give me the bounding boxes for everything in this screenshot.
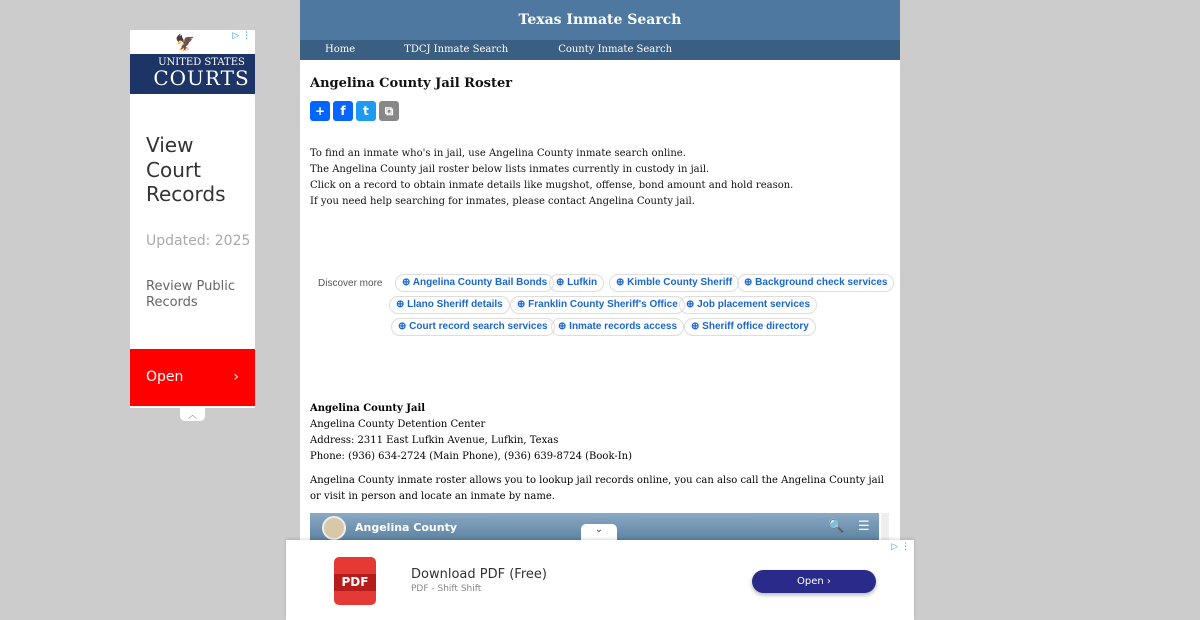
county-seal-icon: [322, 516, 346, 540]
chip[interactable]: ⊕ Angelina County Bail Bonds: [395, 274, 554, 292]
ad-title: View Court Records: [146, 133, 226, 206]
nav-home[interactable]: Home: [325, 44, 356, 55]
left-ad[interactable]: [130, 30, 255, 408]
chip[interactable]: ⊕ Sheriff office directory: [684, 318, 816, 336]
chip[interactable]: ⊕ Kimble County Sheriff: [609, 274, 739, 292]
jail-address: Address: 2311 East Lufkin Avenue, Lufkin, Texas: [310, 435, 559, 446]
facebook-icon[interactable]: f: [333, 101, 353, 121]
chip[interactable]: ⊕ Lufkin: [549, 274, 604, 292]
ad-open-button[interactable]: Open ›: [752, 570, 876, 593]
nav-bar: [300, 40, 900, 60]
ad-subtitle: PDF - Shift Shift: [411, 584, 482, 594]
site-title: Texas Inmate Search: [300, 0, 900, 40]
embed-title: Angelina County: [355, 521, 458, 534]
chip[interactable]: ⊕ Franklin County Sheriff's Office: [510, 296, 685, 314]
jail-info: [310, 401, 632, 465]
share-icon[interactable]: +: [310, 101, 330, 121]
chip[interactable]: ⊕ Job placement services: [679, 296, 817, 314]
menu-icon[interactable]: ☰: [858, 519, 870, 534]
ad-open-button[interactable]: [130, 349, 255, 406]
intro-line: The Angelina County jail roster below lists inmates currently in custody in jail.: [310, 164, 710, 175]
jail-phone: Phone: (936) 634-2724 (Main Phone), (936) 639-8724 (Book-In): [310, 451, 632, 462]
eagle-icon: 🦅: [175, 33, 195, 52]
intro-line: Click on a record to obtain inmate details like mugshot, offense, bond amount and hold reason.: [310, 180, 794, 191]
intro-line: If you need help searching for inmates, please contact Angelina County jail.: [310, 196, 695, 207]
copy-link-icon[interactable]: ⧉: [379, 101, 399, 121]
pdf-icon: PDF: [334, 557, 376, 605]
discover-label: Discover more: [318, 278, 383, 289]
twitter-icon[interactable]: t: [356, 101, 376, 121]
jail-name: Angelina County Jail: [310, 403, 426, 414]
share-buttons: [310, 101, 890, 121]
intro-text: [310, 146, 890, 210]
bottom-ad[interactable]: [286, 540, 914, 620]
ad-updated: Updated: 2025: [146, 233, 251, 249]
jail-facility: Angelina County Detention Center: [310, 419, 486, 430]
page-title: Angelina County Jail Roster: [310, 76, 513, 91]
chip[interactable]: ⊕ Background check services: [737, 274, 894, 292]
chevron-right-icon: ›: [233, 369, 239, 385]
intro-line: To find an inmate who's in jail, use Angelina County inmate search online.: [310, 148, 686, 159]
adchoices-icon[interactable]: ▷ ⋮: [891, 542, 910, 552]
collapse-ad-button[interactable]: ︿: [180, 408, 205, 421]
chip[interactable]: ⊕ Inmate records access: [551, 318, 684, 336]
open-label: Open: [146, 369, 184, 385]
chip[interactable]: ⊕ Llano Sheriff details: [389, 296, 510, 314]
roster-paragraph: Angelina County inmate roster allows you to lookup jail records online, you can also call the Angelina County jail or visit in person and locate an inmate by name.: [310, 475, 884, 502]
ad-subtitle: Review Public Records: [146, 279, 235, 310]
nav-county[interactable]: County Inmate Search: [558, 44, 673, 55]
embed-scrollbar[interactable]: [881, 513, 889, 543]
collapse-bottom-ad[interactable]: ⌄: [581, 524, 617, 541]
nav-tdcj[interactable]: TDCJ Inmate Search: [404, 44, 509, 55]
ad-title: Download PDF (Free): [411, 567, 547, 582]
us-courts-logo: 🦅 UNITED STATES COURTS ▷ ⋮: [130, 30, 255, 96]
search-icon[interactable]: 🔍: [828, 519, 845, 534]
adchoices-icon[interactable]: ▷ ⋮: [232, 31, 251, 41]
chip[interactable]: ⊕ Court record search services: [391, 318, 555, 336]
